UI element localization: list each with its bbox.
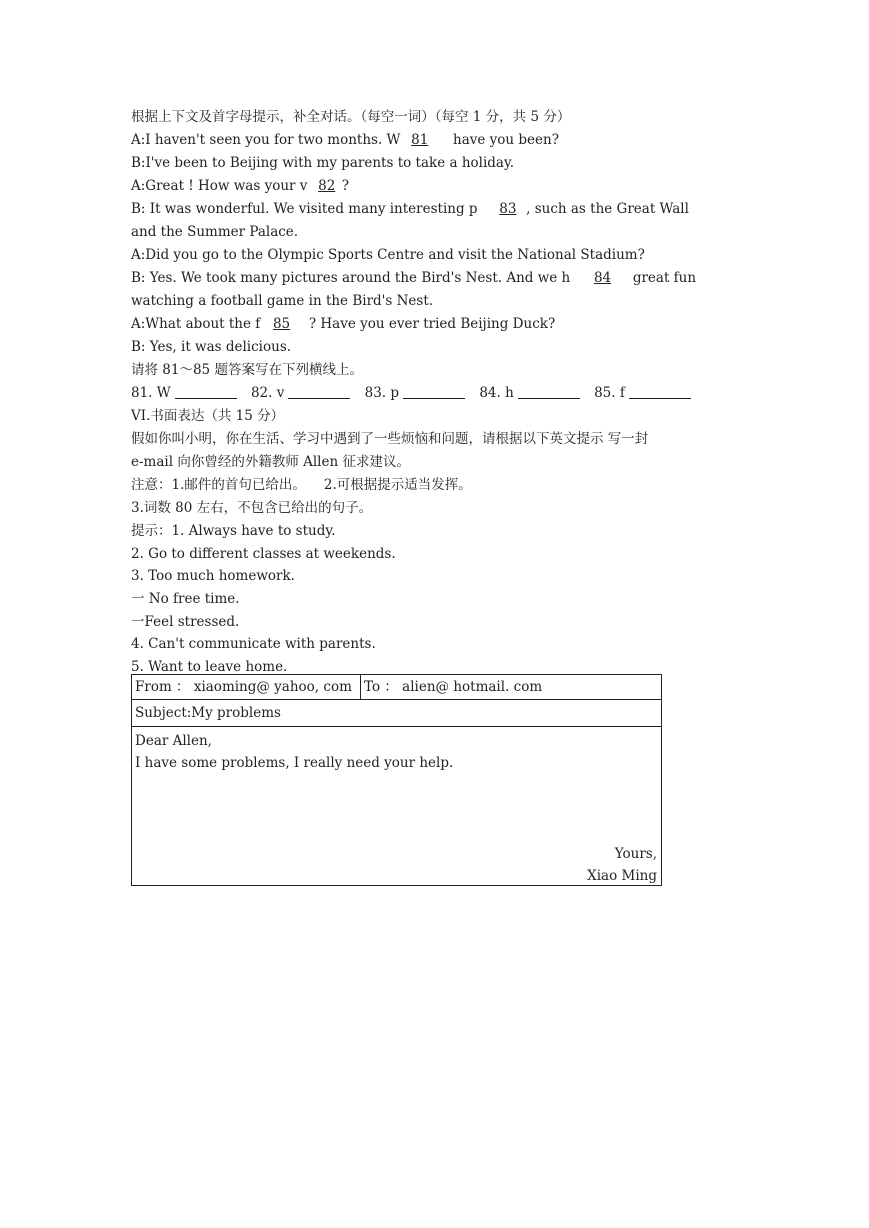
email-from: From ： xiaoming@ yahoo, com <box>132 675 361 700</box>
answer-label-85: 85. f <box>594 385 625 401</box>
blank-81: 81 <box>411 132 429 148</box>
dialogue-line-3: A:Great ! How was your v 82 ? <box>131 175 741 198</box>
email-template-table <box>131 674 662 886</box>
worksheet-page <box>131 106 741 679</box>
dialogue-line-9: A:What about the f 85 ? Have you ever tried Beijing Duck? <box>131 313 741 336</box>
hint-item: 2. Go to different classes at weekends. <box>131 545 396 562</box>
dialogue-line-8: watching a football game in the Bird's Nest. <box>131 293 434 309</box>
answer-label-83: 83. p <box>364 385 400 401</box>
answer-field-82[interactable] <box>288 384 350 399</box>
answer-field-85[interactable] <box>629 384 691 399</box>
answer-instruction: 请将 81～85 题答案写在下列横线上。 <box>131 362 363 378</box>
answer-label-84: 84. h <box>479 385 514 401</box>
email-to: To ： alien@ hotmail. com <box>361 675 662 700</box>
dialogue-line-7: B: Yes. We took many pictures around the Bird's Nest. And we h 84 great fun <box>131 267 741 290</box>
answer-label-82: 82. v <box>250 385 285 401</box>
writing-notes: 注意：1.邮件的首句已给出。 2.可根据提示适当发挥。 <box>131 477 472 493</box>
writing-heading: VI.书面表达（共 15 分） <box>131 408 285 424</box>
hint-item: 4. Can't communicate with parents. <box>131 636 376 653</box>
dialogue-line-2: B:I've been to Beijing with my parents to take a holiday. <box>131 155 515 171</box>
hint-item: 5. Want to leave home. <box>131 659 288 676</box>
answer-lines <box>131 382 741 405</box>
blank-84: 84 <box>593 270 612 286</box>
hint-item: 一Feel stressed. <box>131 613 240 630</box>
answer-field-83[interactable] <box>403 384 465 399</box>
writing-prompt-1: 假如你叫小明，你在生活、学习中遇到了一些烦恼和问题，请根据以下英文提示 写一封 <box>131 431 649 447</box>
dialogue-line-6: A:Did you go to the Olympic Sports Centre and visit the National Stadium? <box>131 247 645 263</box>
email-body[interactable] <box>132 727 662 886</box>
hint-item: 3. Too much homework. <box>131 568 295 585</box>
email-subject: Subject:My problems <box>132 700 662 727</box>
email-signature: Xiao Ming <box>587 868 657 884</box>
blank-85: 85 <box>272 316 291 332</box>
dialogue-line-1: A:I haven't seen you for two months. W 81 have you been? <box>131 129 741 152</box>
dialogue-line-5: and the Summer Palace. <box>131 224 299 240</box>
writing-prompt-2: e-mail 向你曾经的外籍教师 Allen 征求建议。 <box>131 454 410 470</box>
hint-item: 提示：1. Always have to study. <box>131 523 336 539</box>
dialogue-line-4: B: It was wonderful. We visited many interesting p 83 , such as the Great Wall <box>131 198 741 221</box>
answer-label-81: 81. W <box>131 385 171 401</box>
blank-83: 83 <box>499 201 517 217</box>
blank-82: 82 <box>318 178 336 194</box>
email-greeting: Dear Allen, <box>135 733 212 749</box>
email-first-line: I have some problems, I really need your help. <box>135 755 454 771</box>
writing-note-3: 3.词数 80 左右，不包含已给出的句子。 <box>131 500 373 516</box>
dialogue-instruction: 根据上下文及首字母提示，补全对话。（每空一词）（每空 1 分，共 5 分） <box>131 109 571 125</box>
dialogue-line-10: B: Yes, it was delicious. <box>131 339 292 355</box>
email-closing: Yours, <box>614 846 657 862</box>
answer-field-81[interactable] <box>175 384 237 399</box>
hint-item: 一 No free time. <box>131 591 240 608</box>
answer-field-84[interactable] <box>518 384 580 399</box>
